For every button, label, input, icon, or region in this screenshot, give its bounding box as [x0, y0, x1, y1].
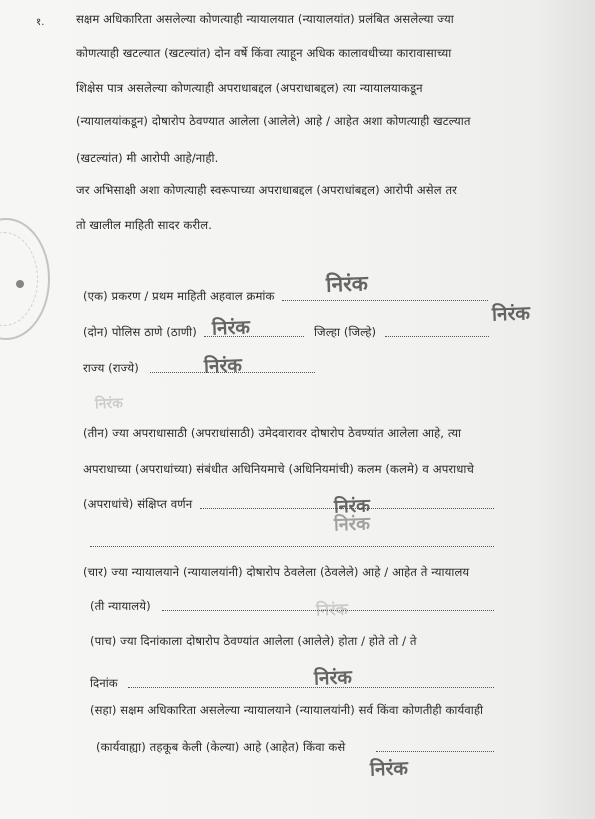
nil-stamp-date: निरंक [313, 666, 353, 690]
field-case-number-label: (एक) प्रकरण / प्रथम माहिती अहवाल क्रमांक [83, 289, 275, 303]
para-line-4: (न्यायालयांकडून) दोषारोप ठेवण्यात आलेला (आलेले) आहे / आहेत अशा कोणत्याही खटल्यात [76, 114, 471, 128]
field-offence-line-1: (तीन) ज्या अपराधासाठी (अपराधांसाठी) उमेदवारावर दोषारोप ठेवण्यांत आलेला आहे, त्या [83, 426, 462, 440]
faint-court-stamp: निरंक [315, 599, 349, 620]
official-seal-mark [16, 280, 24, 288]
nil-stamp-adjourned: निरंक [369, 757, 409, 781]
nil-stamp-police-station: निरंक [211, 316, 251, 340]
field-offence-line-2: अपराधाच्या (अपराधांच्या) संबंधीत अधिनियमाचे (अधिनियमांची) कलम (कलमे) व अपराधाचे [83, 462, 474, 476]
nil-stamp-state: निरंक [203, 354, 243, 378]
field-date-label: दिनांक [90, 676, 118, 690]
nil-stamp-offence: निरंक [333, 495, 371, 518]
field-adjourned-line-2: (कार्यवाह्या) तहकूब केली (केल्या) आहे (आहेत) किंवा कसे [96, 740, 346, 754]
field-district-label: जिल्हा (जिल्हे) [314, 325, 377, 339]
field-state-label: राज्य (राज्ये) [83, 361, 139, 375]
paragraph-number: १. [36, 17, 45, 28]
nil-stamp-margin: निरंक [491, 302, 531, 326]
nil-stamp-case-number: निरंक [325, 271, 369, 297]
field-offence-dotted-2 [90, 546, 494, 547]
para-line-5: (खटल्यांत) मी आरोपी आहे/नाही. [76, 151, 219, 165]
para-line-2: कोणत्याही खटल्यात (खटल्यांत) दोन वर्षे किंवा त्याहून अधिक कालावधीच्या कारावासाच्या [76, 46, 452, 60]
para-line-1: सक्षम अधिकारिता असलेल्या कोणत्याही न्यायालयात (न्यायालयांत) प्रलंबित असलेल्या ज्या [76, 12, 454, 26]
faint-bleed-stamp: निरंक [94, 395, 124, 413]
nil-stamp-offence-echo: निरंक [333, 513, 371, 536]
field-case-number-line [282, 300, 488, 301]
field-date-line-1: (पाच) ज्या दिनांकाला दोषारोप ठेवण्यांत आलेला (आलेले) होता / होते तो / ते [90, 634, 417, 648]
field-court-line-2: (ती न्यायालये) [90, 599, 151, 613]
para-line-3: शिक्षेस पात्र असलेल्या कोणत्याही अपराधाबद्दल (अपराधाबद्दल) त्या न्यायालयाकडून [76, 81, 423, 95]
field-date-dotted [128, 687, 494, 688]
field-court-line-1: (चार) ज्या न्यायालयाने (न्यायालयांनी) दोषारोप ठेवलेला (ठेवलेले) आहे / आहेत ते न्यायालय [83, 565, 470, 579]
field-adjourned-dotted [376, 751, 494, 752]
field-police-station-label: (दोन) पोलिस ठाणे (ठाणी) [83, 325, 197, 339]
field-district-line [385, 336, 489, 337]
field-adjourned-line-1: (सहा) सक्षम अधिकारिता असलेल्या न्यायालयाने (न्यायालयांनी) सर्व किंवा कोणतीही कार्यवाही [90, 703, 484, 717]
field-offence-line-3: (अपराधांचे) संक्षिप्त वर्णन [83, 497, 193, 511]
para-line-7: तो खालील माहिती सादर करील. [76, 218, 213, 232]
page-edge-shadow [535, 0, 595, 819]
para-line-6: जर अभिसाक्षी अशा कोणत्याही स्वरूपाच्या अपराधाबद्दल (अपराधांबद्दल) आरोपी असेल तर [76, 183, 457, 197]
